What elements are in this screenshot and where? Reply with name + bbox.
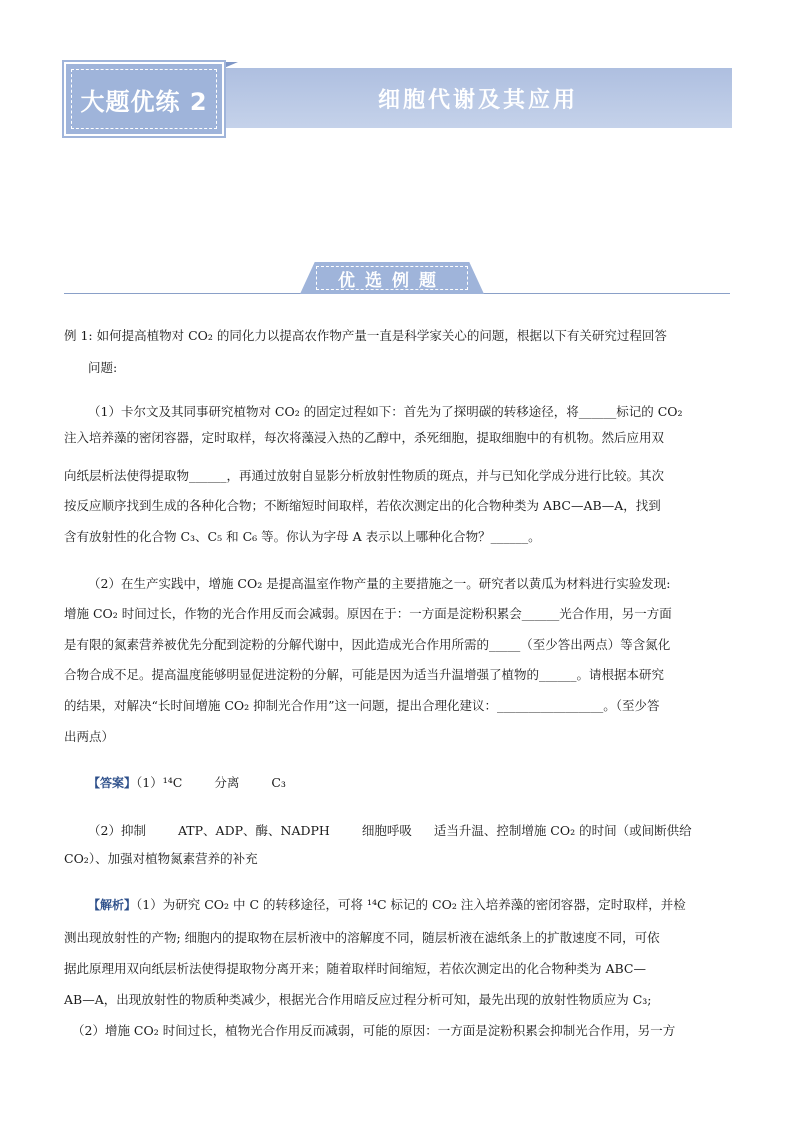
answer-item: ATP、ADP、酶、NADPH: [177, 823, 330, 838]
answer-item: 分离: [214, 775, 240, 790]
question-line: 向纸层析法使得提取物______，再通过放射自显影分析放射性物质的斑点，并与已知化学成分进行比较。其次: [64, 468, 665, 483]
question-line: 是有限的氮素营养被优先分配到淀粉的分解代谢中，因此造成光合作用所需的_____（至少答出两点）等含氮化: [64, 637, 671, 652]
question-line: 增施 CO₂ 时间过长，作物的光合作用反而会减弱。原因在于：一方面是淀粉积累会______光合作用，另一方面: [64, 606, 672, 621]
header-banner: [64, 62, 732, 136]
question-line: 注入培养藻的密闭容器，定时取样，每次将藻浸入热的乙醇中，杀死细胞，提取细胞中的有机物。然后应用双: [64, 430, 665, 445]
question-line: 含有放射性的化合物 C₃、C₅ 和 C₆ 等。你认为字母 A 表示以上哪种化合物？______。: [64, 529, 541, 544]
answer-item: （2）抑制: [88, 823, 146, 838]
question-line: 的结果，对解决“长时间增施 CO₂ 抑制光合作用”这一问题，提出合理化建议：_________________。（至少答: [64, 698, 660, 713]
answer-tag: 【答案】: [88, 776, 137, 790]
answer-item: C₃: [271, 775, 286, 790]
analysis-line: （2）增施 CO₂ 时间过长，植物光合作用反而减弱，可能的原因：一方面是淀粉积累会抑制光合作用，另一方: [72, 1023, 676, 1038]
analysis-line: 测出现放射性的产物; 细胞内的提取物在层析液中的溶解度不同，随层析液在滤纸条上的扩散速度不同，可依: [64, 930, 660, 945]
analysis-tag: 【解析】: [88, 898, 137, 912]
banner-label: 大题优练 2: [71, 69, 217, 129]
analysis-line: 据此原理用双向纸层析法使得提取物分离开来；随着取样时间缩短，若依次测定出的化合物种类为 ABC—: [64, 961, 646, 976]
answer-line-3: CO₂）、加强对植物氮素营养的补充: [64, 851, 258, 866]
question-line: 按反应顺序找到生成的各种化合物；不断缩短时间取样，若依次测定出的化合物种类为 ABC—AB—A，找到: [64, 498, 661, 513]
question-line: 出两点）: [64, 729, 115, 744]
answer-item: （1）¹⁴C: [136, 775, 183, 790]
question-line: （1）卡尔文及其同事研究植物对 CO₂ 的固定过程如下：首先为了探明碳的转移途径，将______标记的 CO₂: [88, 404, 683, 419]
question-line: 例 1: 如何提高植物对 CO₂ 的同化力以提高农作物产量一直是科学家关心的问题，根据以下有关研究过程回答: [64, 328, 667, 343]
answer-item: 适当升温、控制增施 CO₂ 的时间（或间断供给: [433, 823, 692, 838]
analysis-line: [88, 892, 732, 919]
analysis-text: （1）为研究 CO₂ 中 C 的转移途径，可将 ¹⁴C 标记的 CO₂ 注入培养藻的密闭容器，定时取样，并检: [136, 897, 686, 912]
answer-line-2: [88, 818, 732, 845]
answer-item: 细胞呼吸: [361, 823, 412, 838]
answer-line-1: [88, 770, 732, 797]
question-line: （2）在生产实践中，增施 CO₂ 是提高温室作物产量的主要措施之一。研究者以黄瓜为材料进行实验发现:: [88, 576, 671, 591]
question-line: 问题:: [88, 360, 118, 375]
analysis-line: AB—A，出现放射性的物质种类减少，根据光合作用暗反应过程分析可知，最先出现的放射性物质应为 C₃;: [64, 992, 652, 1007]
page-title: 细胞代谢及其应用: [377, 87, 578, 113]
section-tag: [300, 262, 484, 294]
question-line: 合物合成不足。提高温度能够明显促进淀粉的分解，可能是因为适当升温增强了植物的______。请根据本研究: [64, 667, 665, 682]
section-tag-label: 优选例题: [316, 266, 468, 290]
banner-label-box: [64, 62, 224, 136]
